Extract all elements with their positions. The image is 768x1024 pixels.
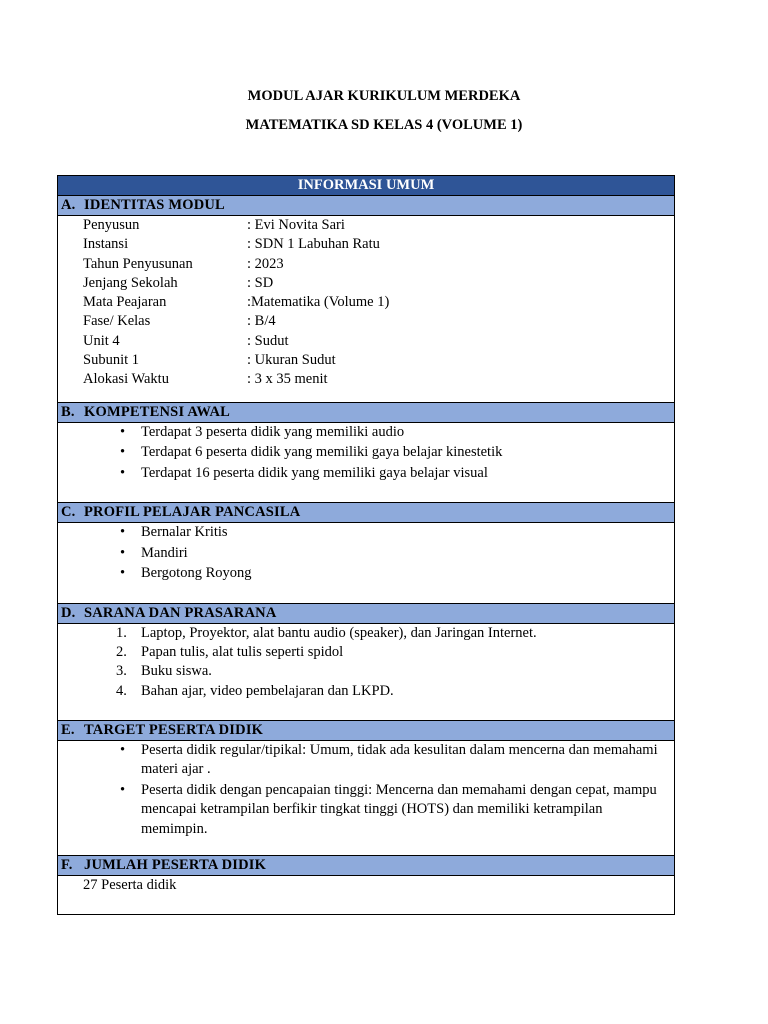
section-e-body	[58, 741, 674, 856]
section-letter: A.	[61, 197, 76, 213]
identity-value: : 3 x 35 menit	[247, 371, 328, 388]
identity-row	[83, 255, 674, 274]
list-item-text: Peserta didik dengan pencapaian tinggi: Mencerna dan memahami dengan cepat, mampu mencapai ketrampilan berfikir tingkat tinggi (HOTS) dan memiliki ketrampilan memimpin.	[141, 781, 657, 837]
list-item	[113, 423, 674, 443]
identity-row	[83, 351, 674, 370]
list-item	[113, 682, 674, 701]
section-title: IDENTITAS MODUL	[84, 197, 225, 213]
section-letter: D.	[61, 604, 76, 621]
document-title: MODUL AJAR KURIKULUM MERDEKA	[247, 88, 521, 104]
section-b-header	[58, 402, 674, 423]
list-item	[113, 624, 674, 643]
section-title: JUMLAH PESERTA DIDIK	[84, 857, 267, 874]
section-d-body	[58, 624, 674, 720]
bullet-icon: •	[120, 444, 126, 461]
list-item	[113, 781, 662, 840]
list-item-text: Terdapat 16 peserta didik yang memiliki gaya belajar visual	[141, 464, 488, 481]
identity-value: : SD	[247, 274, 274, 291]
identity-key: Fase/ Kelas	[83, 313, 151, 330]
section-a-header	[58, 196, 674, 216]
identity-key: Instansi	[83, 236, 129, 253]
list-item	[113, 741, 662, 780]
bullet-icon: •	[120, 524, 126, 541]
identity-row	[83, 216, 674, 235]
identity-key: Penyusun	[83, 217, 140, 233]
list-item-text: Terdapat 3 peserta didik yang memiliki audio	[141, 423, 405, 440]
list-number: 2.	[116, 643, 127, 660]
list-item-text: Bernalar Kritis	[141, 524, 228, 541]
identity-value: :Matematika (Volume 1)	[247, 294, 390, 311]
identity-row	[83, 293, 674, 312]
identity-row	[83, 235, 674, 254]
list-item	[113, 544, 674, 564]
list-number: 4.	[116, 682, 127, 699]
identity-key: Unit 4	[83, 332, 120, 349]
identity-value: : Evi Novita Sari	[247, 217, 345, 233]
list-item	[113, 662, 674, 681]
section-a-body	[58, 216, 674, 402]
identity-row	[83, 370, 674, 389]
list-item	[113, 443, 674, 463]
list-item	[113, 643, 674, 662]
section-letter: F.	[61, 857, 73, 874]
identity-value: : SDN 1 Labuhan Ratu	[247, 236, 380, 253]
identity-key: Alokasi Waktu	[83, 371, 169, 388]
section-c-body	[58, 523, 674, 603]
section-title: SARANA DAN PRASARANA	[84, 604, 277, 621]
list-item-text: Peserta didik regular/tipikal: Umum, tidak ada kesulitan dalam mencerna dan memahami materi ajar .	[141, 741, 658, 778]
list-item	[113, 523, 674, 543]
student-count: 27 Peserta didik	[83, 877, 177, 894]
identity-value: : Sudut	[247, 332, 289, 349]
identity-value: : 2023	[247, 255, 284, 272]
bullet-icon: •	[120, 464, 126, 481]
section-e-header	[58, 720, 674, 741]
list-item-text: Bergotong Royong	[141, 565, 252, 582]
identity-row	[83, 312, 674, 331]
identity-key: Tahun Penyusunan	[83, 255, 193, 272]
bullet-icon: •	[120, 544, 126, 561]
list-item-text: Laptop, Proyektor, alat bantu audio (speaker), dan Jaringan Internet.	[141, 624, 537, 641]
list-number: 1.	[116, 624, 127, 641]
identity-row	[83, 274, 674, 293]
section-f-body	[58, 876, 674, 914]
section-f-header	[58, 855, 674, 876]
bullet-icon: •	[120, 781, 126, 798]
identity-key: Subunit 1	[83, 352, 139, 369]
section-title: PROFIL PELAJAR PANCASILA	[84, 504, 301, 521]
identity-row	[83, 332, 674, 351]
list-item	[113, 564, 674, 584]
section-b-body	[58, 423, 674, 503]
identity-key: Mata Peajaran	[83, 294, 167, 311]
list-item-text: Papan tulis, alat tulis seperti spidol	[141, 643, 344, 660]
section-letter: C.	[61, 504, 76, 521]
list-item-text: Bahan ajar, video pembelajaran dan LKPD.	[141, 682, 394, 699]
list-number: 3.	[116, 663, 127, 680]
identity-value: : B/4	[247, 313, 276, 330]
identity-key: Jenjang Sekolah	[83, 274, 178, 291]
table-banner: INFORMASI UMUM	[58, 176, 674, 196]
section-title: TARGET PESERTA DIDIK	[84, 721, 264, 738]
bullet-icon: •	[120, 423, 126, 440]
bullet-icon: •	[120, 741, 126, 758]
section-d-header	[58, 603, 674, 624]
section-c-header	[58, 502, 674, 523]
section-letter: E.	[61, 721, 75, 738]
section-title: KOMPETENSI AWAL	[84, 403, 231, 420]
section-letter: B.	[61, 403, 75, 420]
list-item-text: Terdapat 6 peserta didik yang memiliki gaya belajar kinestetik	[141, 444, 503, 461]
identity-value: : Ukuran Sudut	[247, 352, 336, 369]
list-item	[113, 464, 674, 484]
bullet-icon: •	[120, 565, 126, 582]
list-item-text: Mandiri	[141, 544, 188, 561]
document-subtitle: MATEMATIKA SD KELAS 4 (VOLUME 1)	[245, 117, 523, 133]
info-table	[57, 175, 675, 915]
list-item-text: Buku siswa.	[141, 663, 212, 680]
